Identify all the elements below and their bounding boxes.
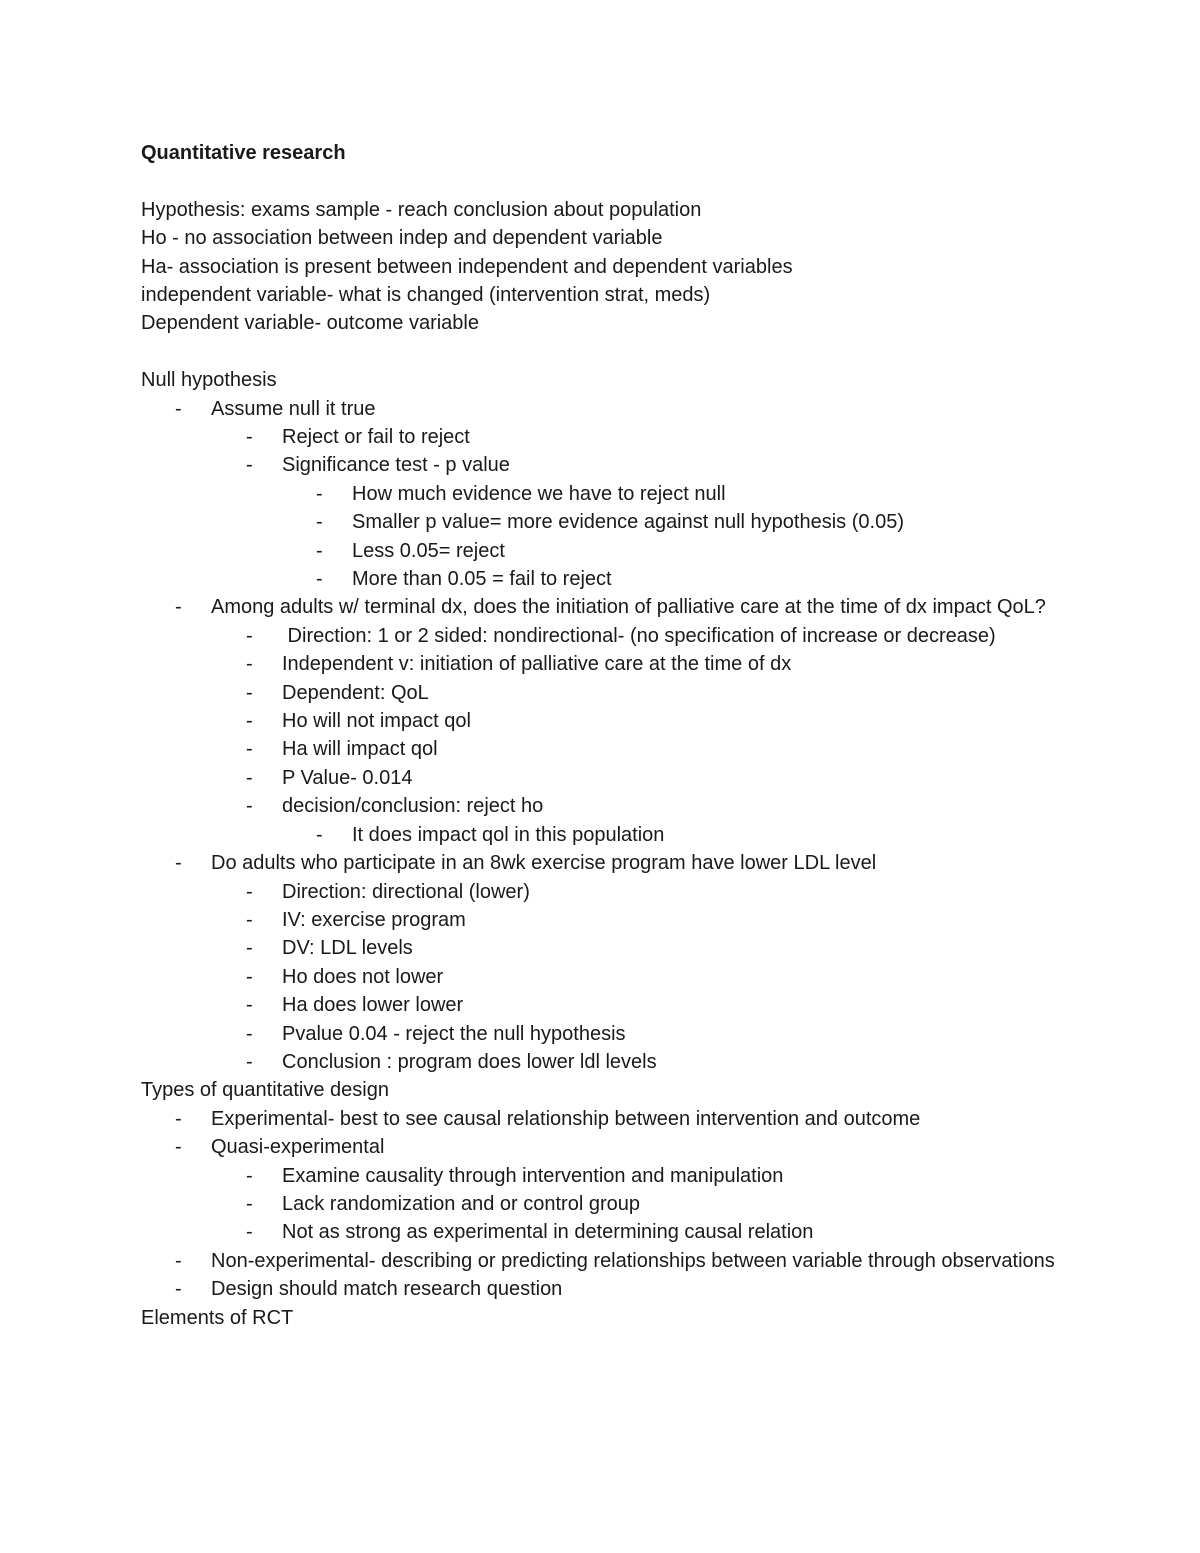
null-hypothesis-list bbox=[141, 849, 1071, 877]
bullet-dash: - bbox=[246, 766, 253, 789]
list-item bbox=[141, 1162, 1071, 1190]
list-item-text: decision/conclusion: reject ho bbox=[282, 795, 544, 818]
bullet-dash: - bbox=[316, 823, 323, 846]
list-item bbox=[141, 821, 1071, 849]
bullet-dash: - bbox=[246, 937, 253, 960]
list-item-text: Assume null it true bbox=[211, 397, 376, 420]
list-item bbox=[141, 1247, 1071, 1275]
bullet-dash: - bbox=[246, 908, 253, 931]
bullet-dash: - bbox=[316, 511, 323, 534]
nested-list bbox=[141, 480, 1071, 594]
list-item bbox=[141, 537, 1071, 565]
bullet-dash: - bbox=[246, 1022, 253, 1045]
bullet-dash: - bbox=[175, 1249, 182, 1272]
bullet-dash: - bbox=[246, 454, 253, 477]
bullet-dash: - bbox=[246, 738, 253, 761]
list-item bbox=[141, 593, 1071, 621]
list-item bbox=[141, 679, 1071, 707]
list-item-text: Dependent: QoL bbox=[282, 681, 429, 704]
list-item bbox=[141, 1275, 1071, 1303]
bullet-dash: - bbox=[246, 1164, 253, 1187]
list-item bbox=[141, 395, 1071, 423]
bullet-dash: - bbox=[246, 795, 253, 818]
section-heading-null-hypothesis: Null hypothesis bbox=[141, 369, 277, 392]
list-item bbox=[141, 849, 1071, 877]
list-item bbox=[141, 1105, 1071, 1133]
list-item-text: Direction: 1 or 2 sided: nondirectional- (no specification of increase or decrease) bbox=[282, 624, 996, 647]
nested-list bbox=[141, 423, 1071, 480]
list-item-text: Conclusion : program does lower ldl levels bbox=[282, 1050, 657, 1073]
list-item-text: Do adults who participate in an 8wk exercise program have lower LDL level bbox=[211, 852, 877, 875]
null-hypothesis-list bbox=[141, 395, 1071, 423]
bullet-dash: - bbox=[175, 1107, 182, 1130]
list-item bbox=[141, 707, 1071, 735]
nested-list bbox=[141, 878, 1071, 1077]
list-item-text: Smaller p value= more evidence against null hypothesis (0.05) bbox=[352, 511, 904, 534]
list-item-text: Examine causality through intervention and manipulation bbox=[282, 1164, 784, 1187]
list-item bbox=[141, 792, 1071, 820]
list-item-text: Ha does lower lower bbox=[282, 994, 464, 1017]
bullet-dash: - bbox=[175, 852, 182, 875]
list-item-text: Design should match research question bbox=[211, 1278, 563, 1301]
bullet-dash: - bbox=[175, 397, 182, 420]
list-item-text: Ho does not lower bbox=[282, 965, 444, 988]
bullet-dash: - bbox=[246, 624, 253, 647]
null-hypothesis-list bbox=[141, 593, 1071, 621]
list-item-text: Reject or fail to reject bbox=[282, 426, 470, 449]
list-item-text: Less 0.05= reject bbox=[352, 539, 505, 562]
bullet-dash: - bbox=[316, 568, 323, 591]
list-item bbox=[141, 934, 1071, 962]
list-item-text: Direction: directional (lower) bbox=[282, 880, 530, 903]
list-item-text: Lack randomization and or control group bbox=[282, 1192, 640, 1215]
bullet-dash: - bbox=[246, 1221, 253, 1244]
nested-list bbox=[141, 821, 1071, 849]
list-item-text: Experimental- best to see causal relationship between intervention and outcome bbox=[211, 1107, 921, 1130]
bullet-dash: - bbox=[316, 539, 323, 562]
nested-list bbox=[141, 1162, 1071, 1247]
list-item bbox=[141, 1218, 1071, 1246]
bullet-dash: - bbox=[246, 426, 253, 449]
list-item bbox=[141, 1190, 1071, 1218]
list-item bbox=[141, 906, 1071, 934]
bullet-dash: - bbox=[175, 1136, 182, 1159]
list-item-text: It does impact qol in this population bbox=[352, 823, 665, 846]
bullet-dash: - bbox=[246, 965, 253, 988]
list-item bbox=[141, 764, 1071, 792]
bullet-dash: - bbox=[316, 482, 323, 505]
list-item bbox=[141, 480, 1071, 508]
list-item bbox=[141, 508, 1071, 536]
list-item bbox=[141, 735, 1071, 763]
list-item-text: Not as strong as experimental in determining causal relation bbox=[282, 1221, 814, 1244]
types-list bbox=[141, 1105, 1071, 1162]
bullet-dash: - bbox=[246, 710, 253, 733]
section-heading-types: Types of quantitative design bbox=[141, 1079, 389, 1102]
bullet-dash: - bbox=[246, 880, 253, 903]
list-item bbox=[141, 878, 1071, 906]
list-item-text: Quasi-experimental bbox=[211, 1136, 385, 1159]
list-item bbox=[141, 1020, 1071, 1048]
list-item-text: How much evidence we have to reject null bbox=[352, 482, 726, 505]
types-list bbox=[141, 1247, 1071, 1304]
list-item bbox=[141, 963, 1071, 991]
document-body bbox=[141, 139, 1071, 1332]
bullet-dash: - bbox=[246, 994, 253, 1017]
list-item-text: Non-experimental- describing or predicting relationships between variable through observations bbox=[211, 1249, 1055, 1272]
list-item bbox=[141, 622, 1071, 650]
intro-line: Dependent variable- outcome variable bbox=[141, 312, 479, 335]
list-item bbox=[141, 565, 1071, 593]
intro-line: independent variable- what is changed (intervention strat, meds) bbox=[141, 284, 711, 306]
section-heading-rct: Elements of RCT bbox=[141, 1306, 294, 1329]
list-item-text: Among adults w/ terminal dx, does the initiation of palliative care at the time of dx impact QoL? bbox=[211, 596, 1046, 619]
spacer bbox=[141, 167, 1071, 195]
bullet-dash: - bbox=[246, 1192, 253, 1215]
list-item bbox=[141, 423, 1071, 451]
nested-list bbox=[141, 622, 1071, 821]
list-item bbox=[141, 451, 1071, 479]
list-item-text: P Value- 0.014 bbox=[282, 766, 413, 789]
intro-line: Ha- association is present between independent and dependent variables bbox=[141, 255, 793, 278]
page-title: Quantitative research bbox=[141, 142, 346, 164]
bullet-dash: - bbox=[246, 681, 253, 704]
list-item-text: IV: exercise program bbox=[282, 908, 466, 931]
list-item-text: Independent v: initiation of palliative care at the time of dx bbox=[282, 653, 792, 676]
spacer bbox=[141, 338, 1071, 366]
bullet-dash: - bbox=[246, 653, 253, 676]
list-item bbox=[141, 1048, 1071, 1076]
list-item bbox=[141, 650, 1071, 678]
list-item-text: Pvalue 0.04 - reject the null hypothesis bbox=[282, 1022, 626, 1045]
intro-line: Ho - no association between indep and dependent variable bbox=[141, 227, 663, 250]
list-item bbox=[141, 1133, 1071, 1161]
list-item bbox=[141, 991, 1071, 1019]
list-item-text: Significance test - p value bbox=[282, 454, 510, 477]
intro-line: Hypothesis: exams sample - reach conclusion about population bbox=[141, 198, 702, 221]
bullet-dash: - bbox=[246, 1050, 253, 1073]
list-item-text: Ha will impact qol bbox=[282, 738, 438, 761]
list-item-text: Ho will not impact qol bbox=[282, 710, 471, 733]
bullet-dash: - bbox=[175, 1278, 182, 1301]
list-item-text: More than 0.05 = fail to reject bbox=[352, 568, 612, 591]
list-item-text: DV: LDL levels bbox=[282, 937, 413, 960]
bullet-dash: - bbox=[175, 596, 182, 619]
